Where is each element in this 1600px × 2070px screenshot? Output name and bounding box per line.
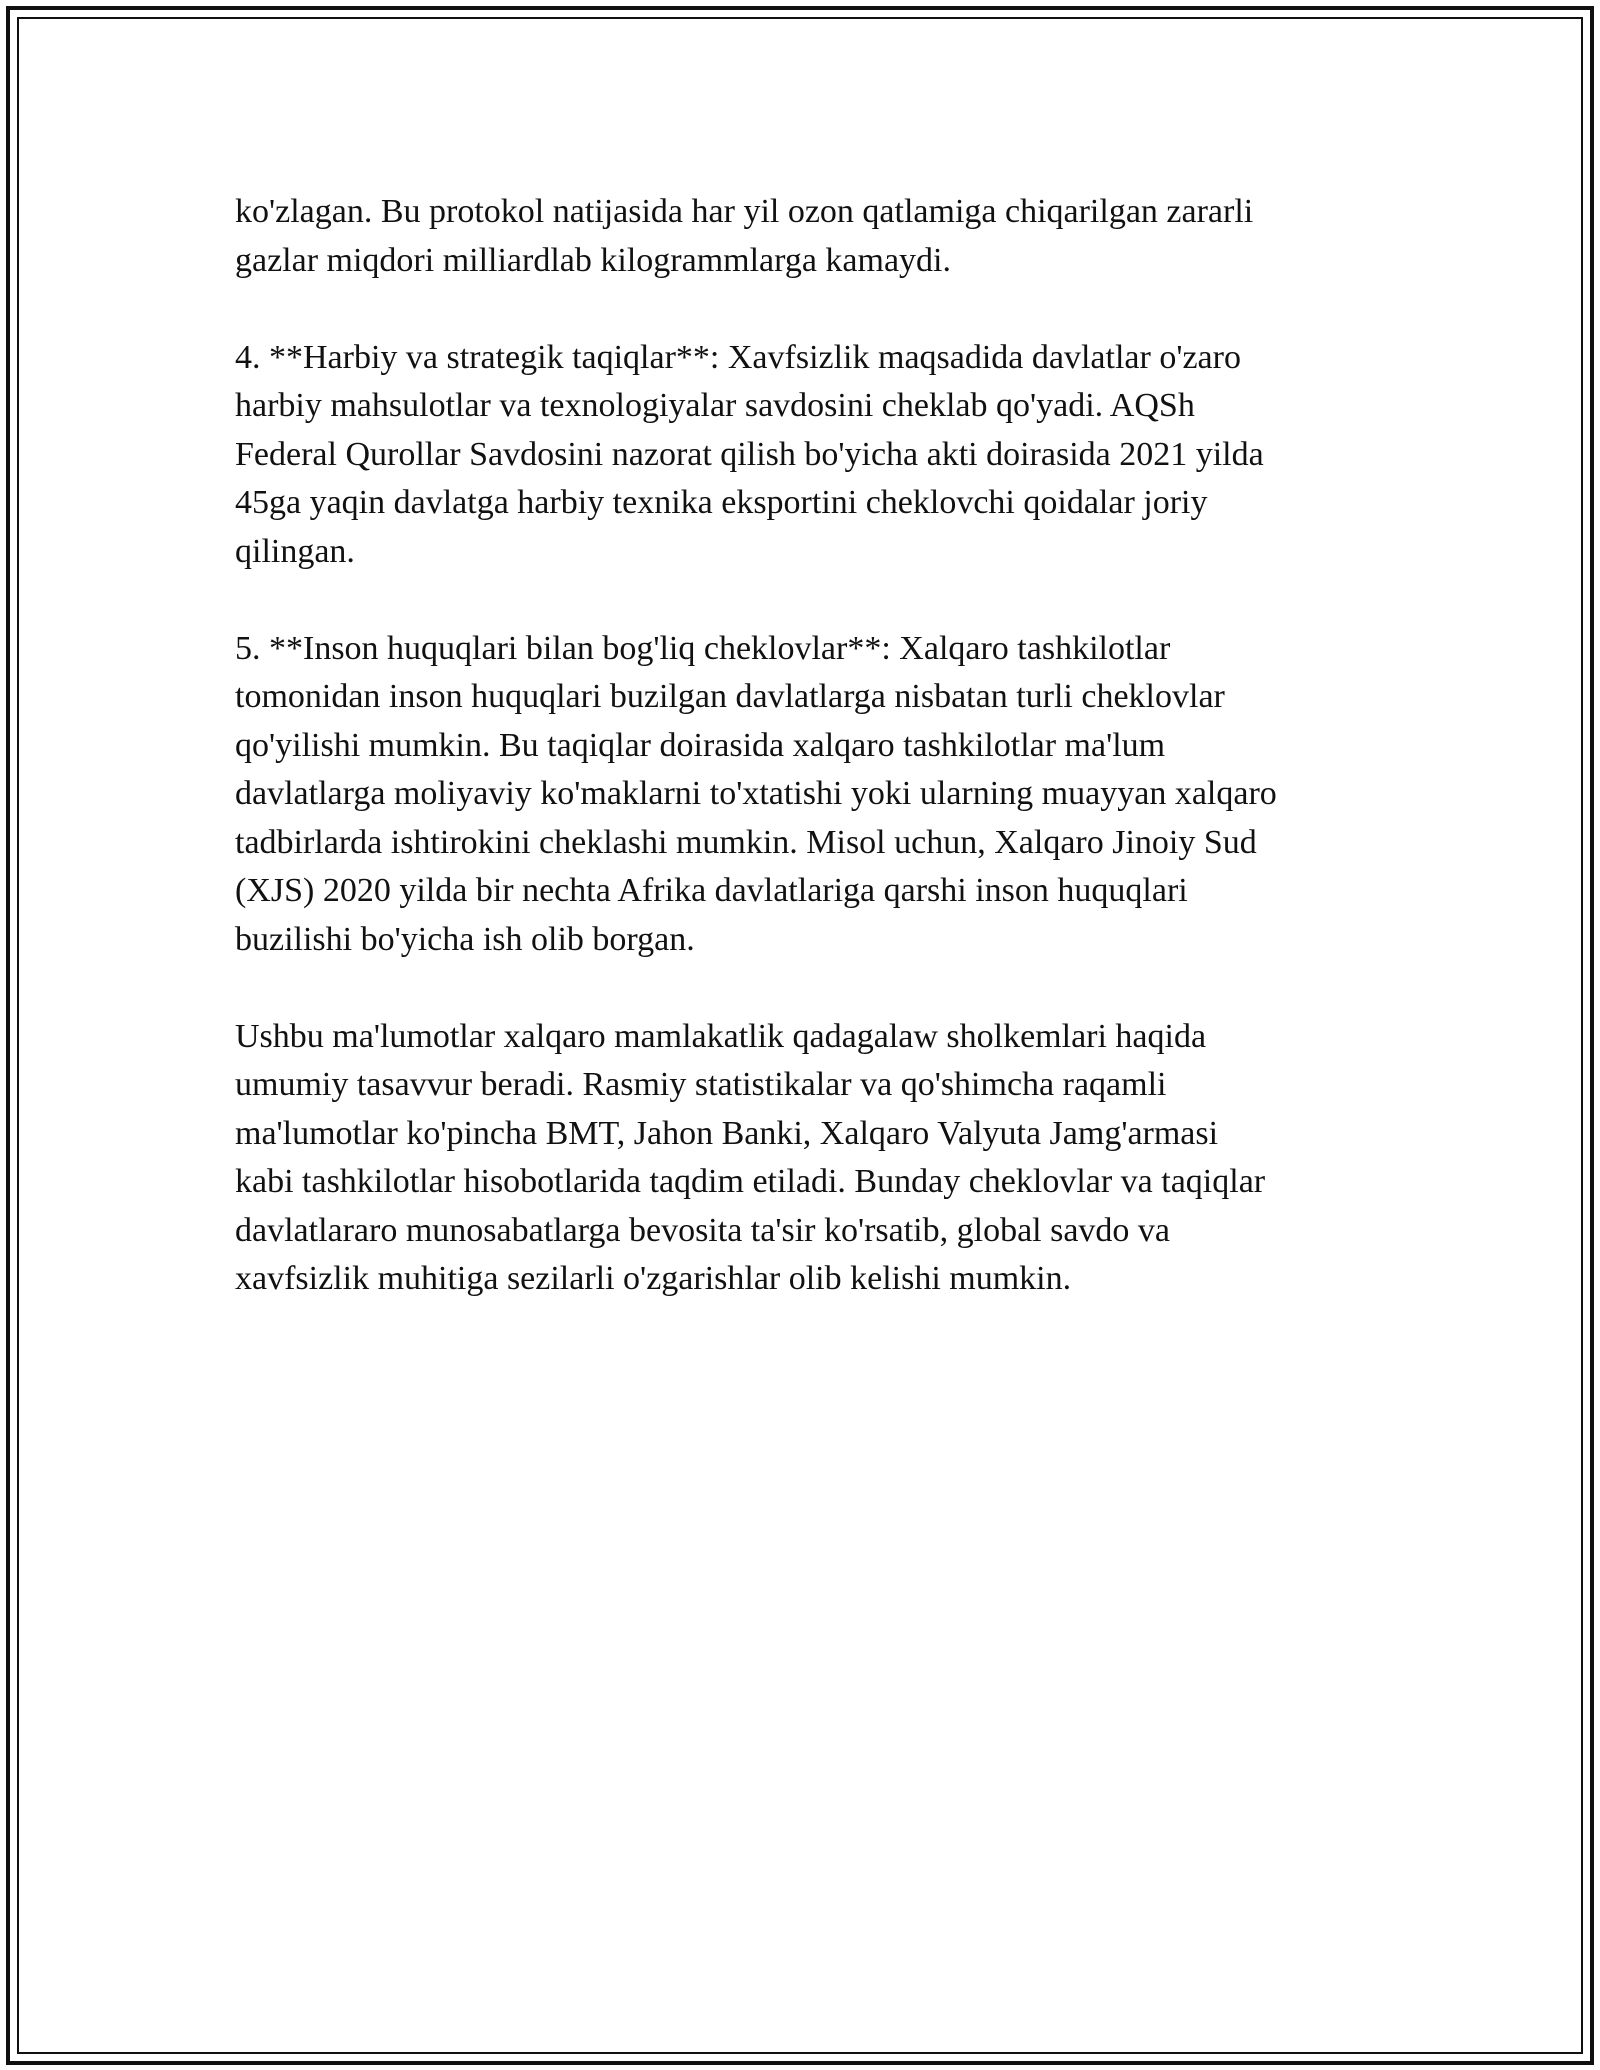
document-body <box>235 188 1385 1352</box>
text-line: ma'lumotlar ko'pincha BMT, Jahon Banki, Xalqaro Valyuta Jamg'armasi <box>235 1114 1219 1152</box>
text-line: 45ga yaqin davlatga harbiy texnika eksportini cheklovchi qoidalar joriy <box>235 484 1208 521</box>
text-line: davlatlarga moliyaviy ko'maklarni to'xtatishi yoki ularning muayyan xalqaro <box>235 775 1277 812</box>
text-line: umumiy tasavvur beradi. Rasmiy statistikalar va qo'shimcha raqamli <box>235 1066 1167 1103</box>
paragraph-human-rights-restrictions <box>235 625 1385 965</box>
text-line: tomonidan inson huquqlari buzilgan davlatlarga nisbatan turli cheklovlar <box>235 678 1225 715</box>
text-line: harbiy mahsulotlar va texnologiyalar savdosini cheklab qo'yadi. AQSh <box>235 387 1195 424</box>
text-line: gazlar miqdori milliardlab kilogrammlarga kamaydi. <box>235 241 951 279</box>
text-line: 4. **Harbiy va strategik taqiqlar**: Xavfsizlik maqsadida davlatlar o'zaro <box>235 338 1241 376</box>
text-line: 5. **Inson huquqlari bilan bog'liq cheklovlar**: Xalqaro tashkilotlar <box>235 629 1171 667</box>
text-line: kabi tashkilotlar hisobotlarida taqdim etiladi. Bunday cheklovlar va taqiqlar <box>235 1163 1266 1200</box>
text-line: Federal Qurollar Savdosini nazorat qilish bo'yicha akti doirasida 2021 yilda <box>235 435 1264 473</box>
text-line: tadbirlarda ishtirokini cheklashi mumkin. Misol uchun, Xalqaro Jinoiy Sud <box>235 823 1257 861</box>
text-line: ko'zlagan. Bu protokol natijasida har yil ozon qatlamiga chiqarilgan zararli <box>235 193 1254 230</box>
text-line: qilingan. <box>235 532 355 570</box>
text-line: xavfsizlik muhitiga sezilarli o'zgarishlar olib kelishi mumkin. <box>235 1260 1072 1297</box>
text-line: Ushbu ma'lumotlar xalqaro mamlakatlik qadagalaw sholkemlari haqida <box>235 1017 1207 1055</box>
paragraph-military-restrictions <box>235 334 1385 577</box>
paragraph-ozone-protocol-continuation <box>235 188 1385 285</box>
paragraph-summary <box>235 1013 1385 1304</box>
text-line: davlatlararo munosabatlarga bevosita ta'sir ko'rsatib, global savdo va <box>235 1211 1171 1249</box>
text-line: (XJS) 2020 yilda bir nechta Afrika davlatlariga qarshi inson huquqlari <box>235 872 1188 909</box>
text-line: buzilishi bo'yicha ish olib borgan. <box>235 920 695 958</box>
text-line: qo'yilishi mumkin. Bu taqiqlar doirasida xalqaro tashkilotlar ma'lum <box>235 726 1166 764</box>
